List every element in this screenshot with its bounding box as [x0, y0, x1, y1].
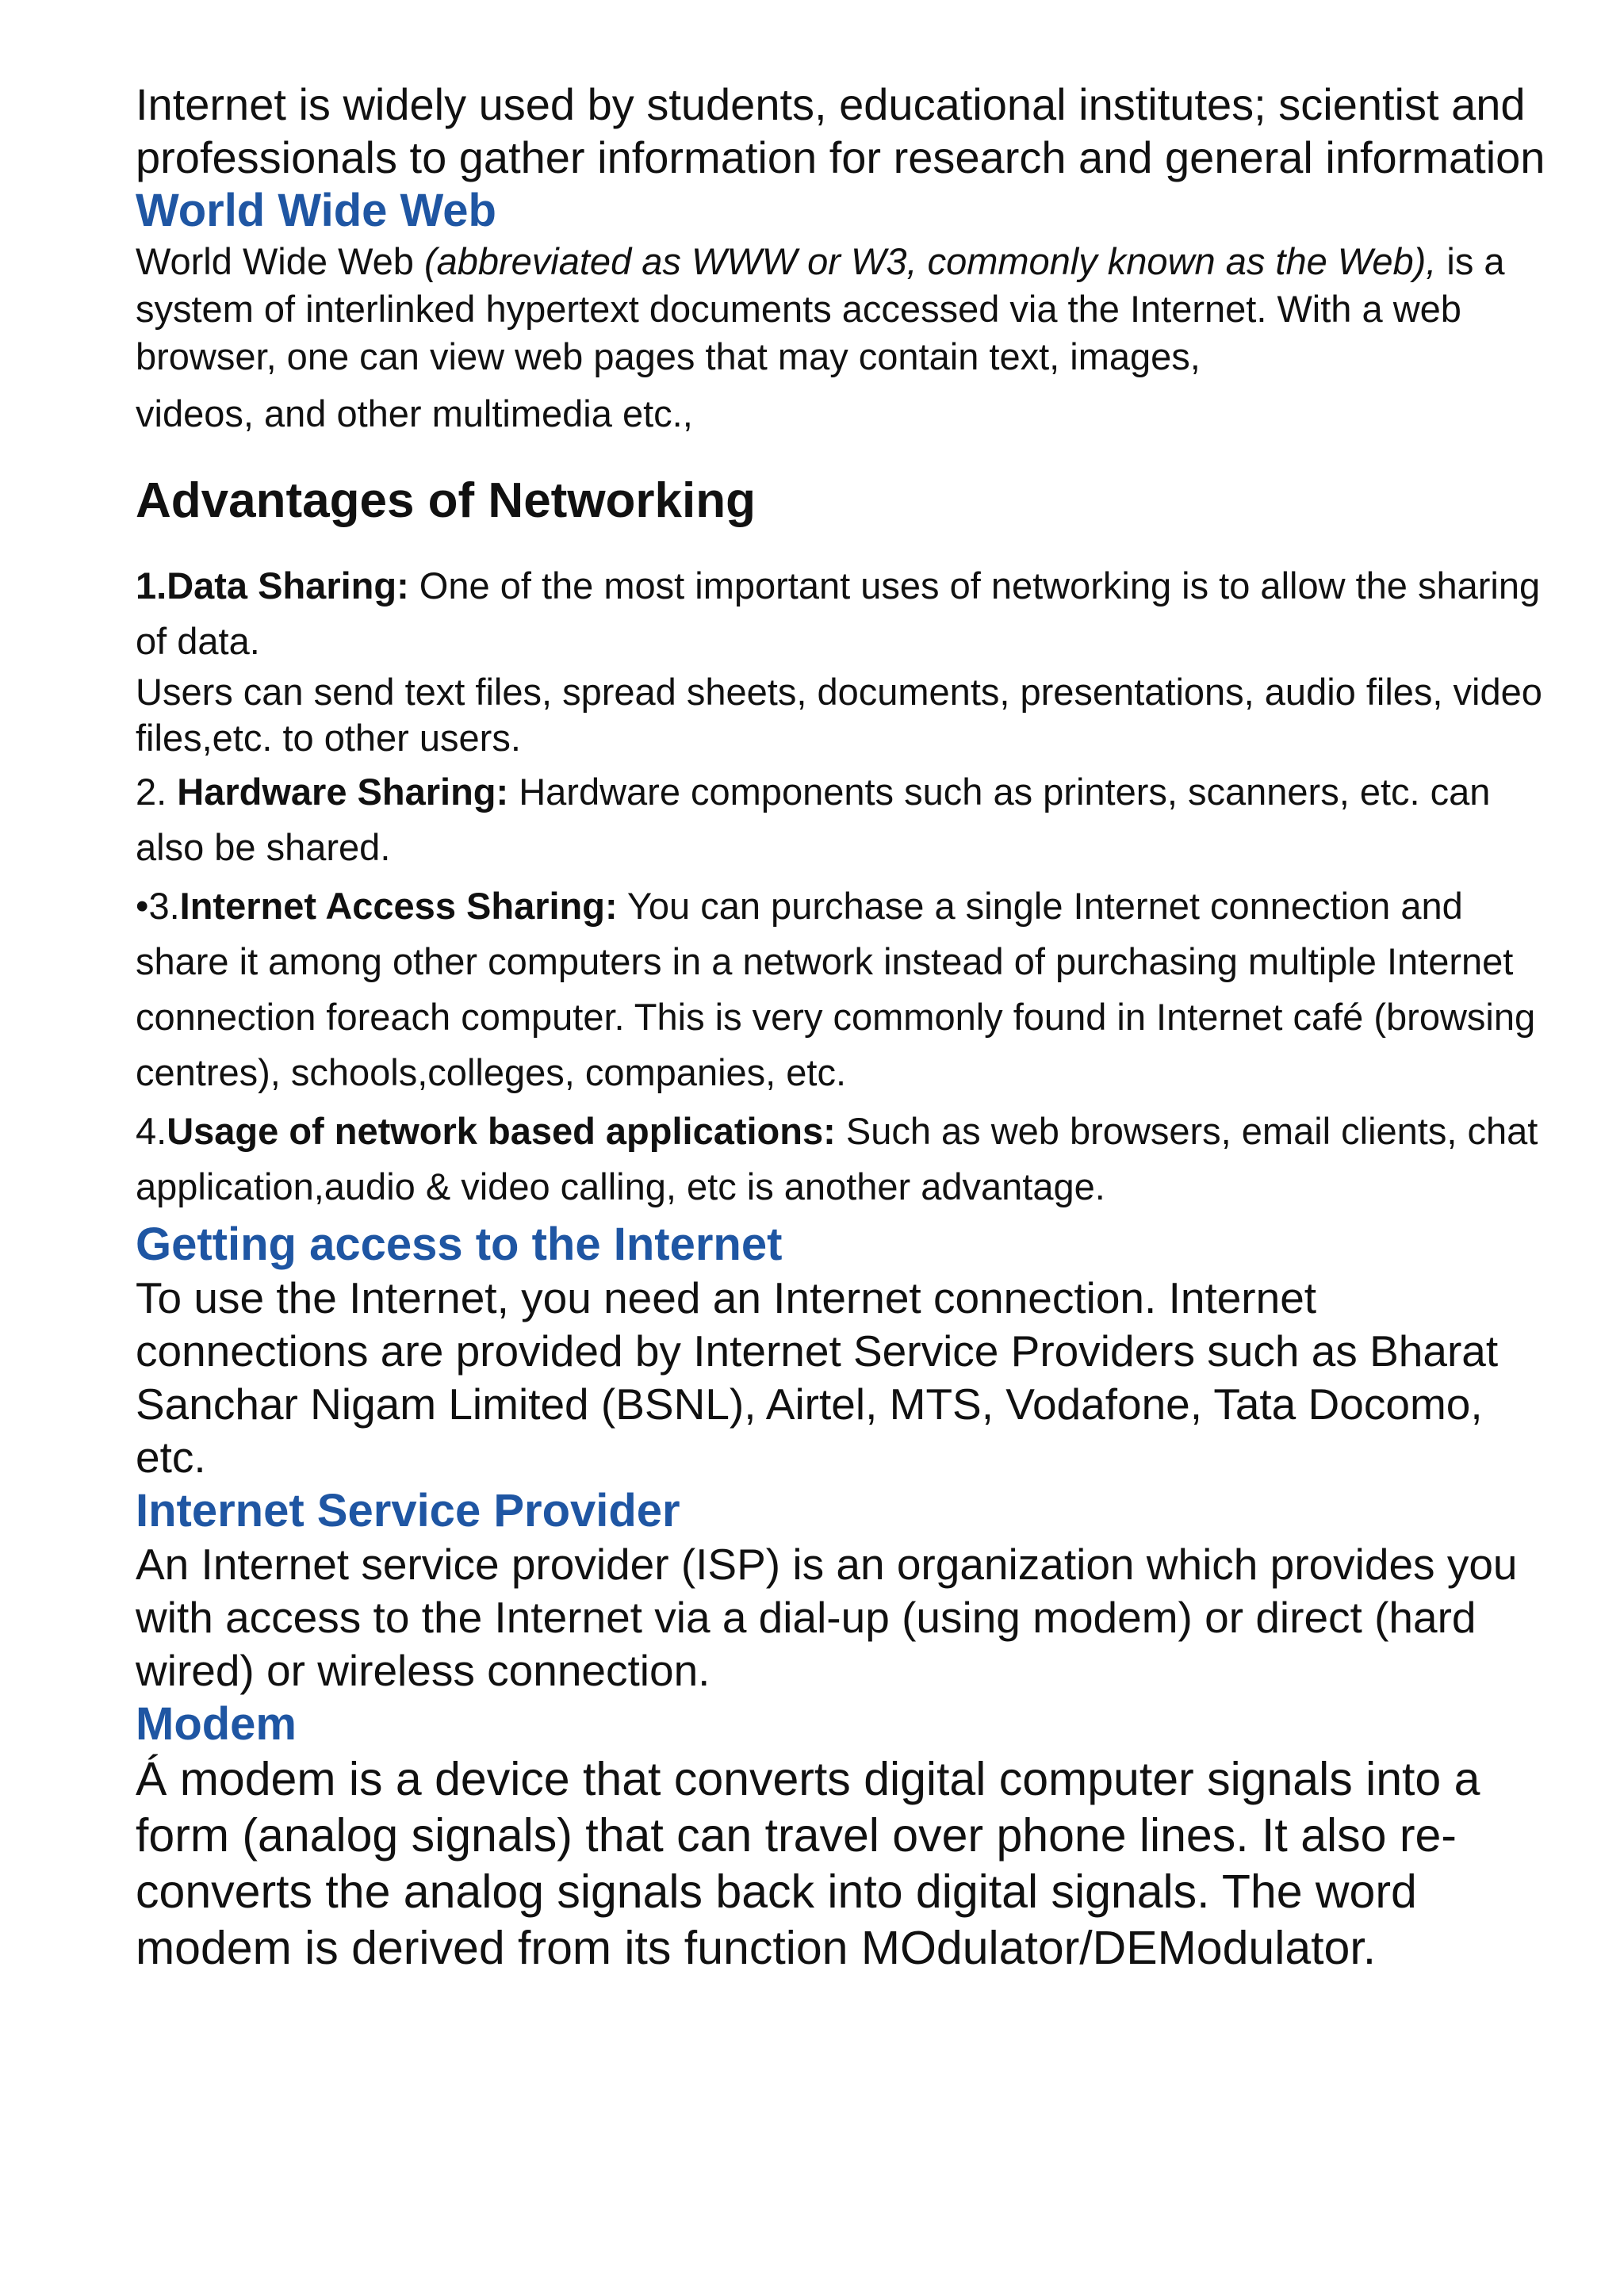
advantage-item-network-applications	[136, 1104, 1555, 1215]
www-heading: World Wide Web	[136, 185, 496, 236]
www-abbreviation: (abbreviated as WWW or W3, commonly known as the Web),	[423, 240, 1437, 282]
advantage-item-internet-access-sharing	[136, 878, 1555, 1100]
advantages-heading: Advantages of Networking	[136, 473, 756, 528]
www-body: is a system of interlinked hypertext documents accessed via the Internet. With a web browser, one can view web pages that may contain text, images,	[136, 240, 1505, 377]
isp-paragraph: An Internet service provider (ISP) is an organization which provides you with access to the Internet via a dial-up (using modem) or direct (hard wired) or wireless connection.	[136, 1540, 1518, 1695]
access-heading: Getting access to the Internet	[136, 1219, 783, 1270]
www-paragraph	[136, 238, 1555, 438]
www-last-line: videos, and other multimedia etc.,	[136, 392, 693, 434]
access-paragraph: To use the Internet, you need an Internet connection. Internet connections are provided by Internet Service Providers such as Bharat Sanchar Nigam Limited (BSNL), Airtel, MTS, Vodafone, Tata Docomo, etc.	[136, 1273, 1499, 1482]
advantages-list	[136, 558, 1555, 1215]
modem-paragraph: Á modem is a device that converts digital computer signals into a form (analog signals) that can travel over phone lines. It also re-converts the analog signals back into digital signals. The word modem is derived from its function MOdulator/DEModulator.	[136, 1753, 1480, 1974]
advantage-prefix: 4.	[136, 1110, 167, 1152]
advantage-text: One of the most important uses of networking is to allow the sharing of data.	[136, 564, 1541, 662]
advantage-extra: Users can send text files, spread sheets, documents, presentations, audio files, video files,etc. to other users.	[136, 671, 1542, 759]
modem-heading: Modem	[136, 1698, 297, 1750]
advantage-lead: Internet Access Sharing:	[179, 885, 618, 927]
advantage-lead: Hardware Sharing:	[177, 771, 509, 813]
advantage-text: Hardware components such as printers, scanners, etc. can also be shared.	[136, 771, 1491, 868]
www-name: World Wide Web	[136, 240, 424, 282]
intro-paragraph: Internet is widely used by students, educational institutes; scientist and professionals to gather information for research and general information	[136, 79, 1545, 182]
advantage-text: You can purchase a single Internet connection and share it among other computers in a network instead of purchasing multiple Internet connection foreach computer. This is very commonly found in Internet café (browsing centres), schools,colleges, companies, etc.	[136, 885, 1536, 1093]
isp-heading: Internet Service Provider	[136, 1485, 680, 1536]
advantage-lead: Usage of network based applications:	[167, 1110, 836, 1152]
advantage-lead: 1.Data Sharing:	[136, 564, 409, 607]
advantage-prefix: •3.	[136, 885, 180, 927]
advantage-text: Such as web browsers, email clients, chat application,audio & video calling, etc is another advantage.	[136, 1110, 1538, 1207]
advantage-item-data-sharing	[136, 558, 1555, 761]
document-page	[136, 78, 1555, 1976]
advantage-prefix: 2.	[136, 771, 178, 813]
advantage-item-hardware-sharing	[136, 764, 1555, 875]
